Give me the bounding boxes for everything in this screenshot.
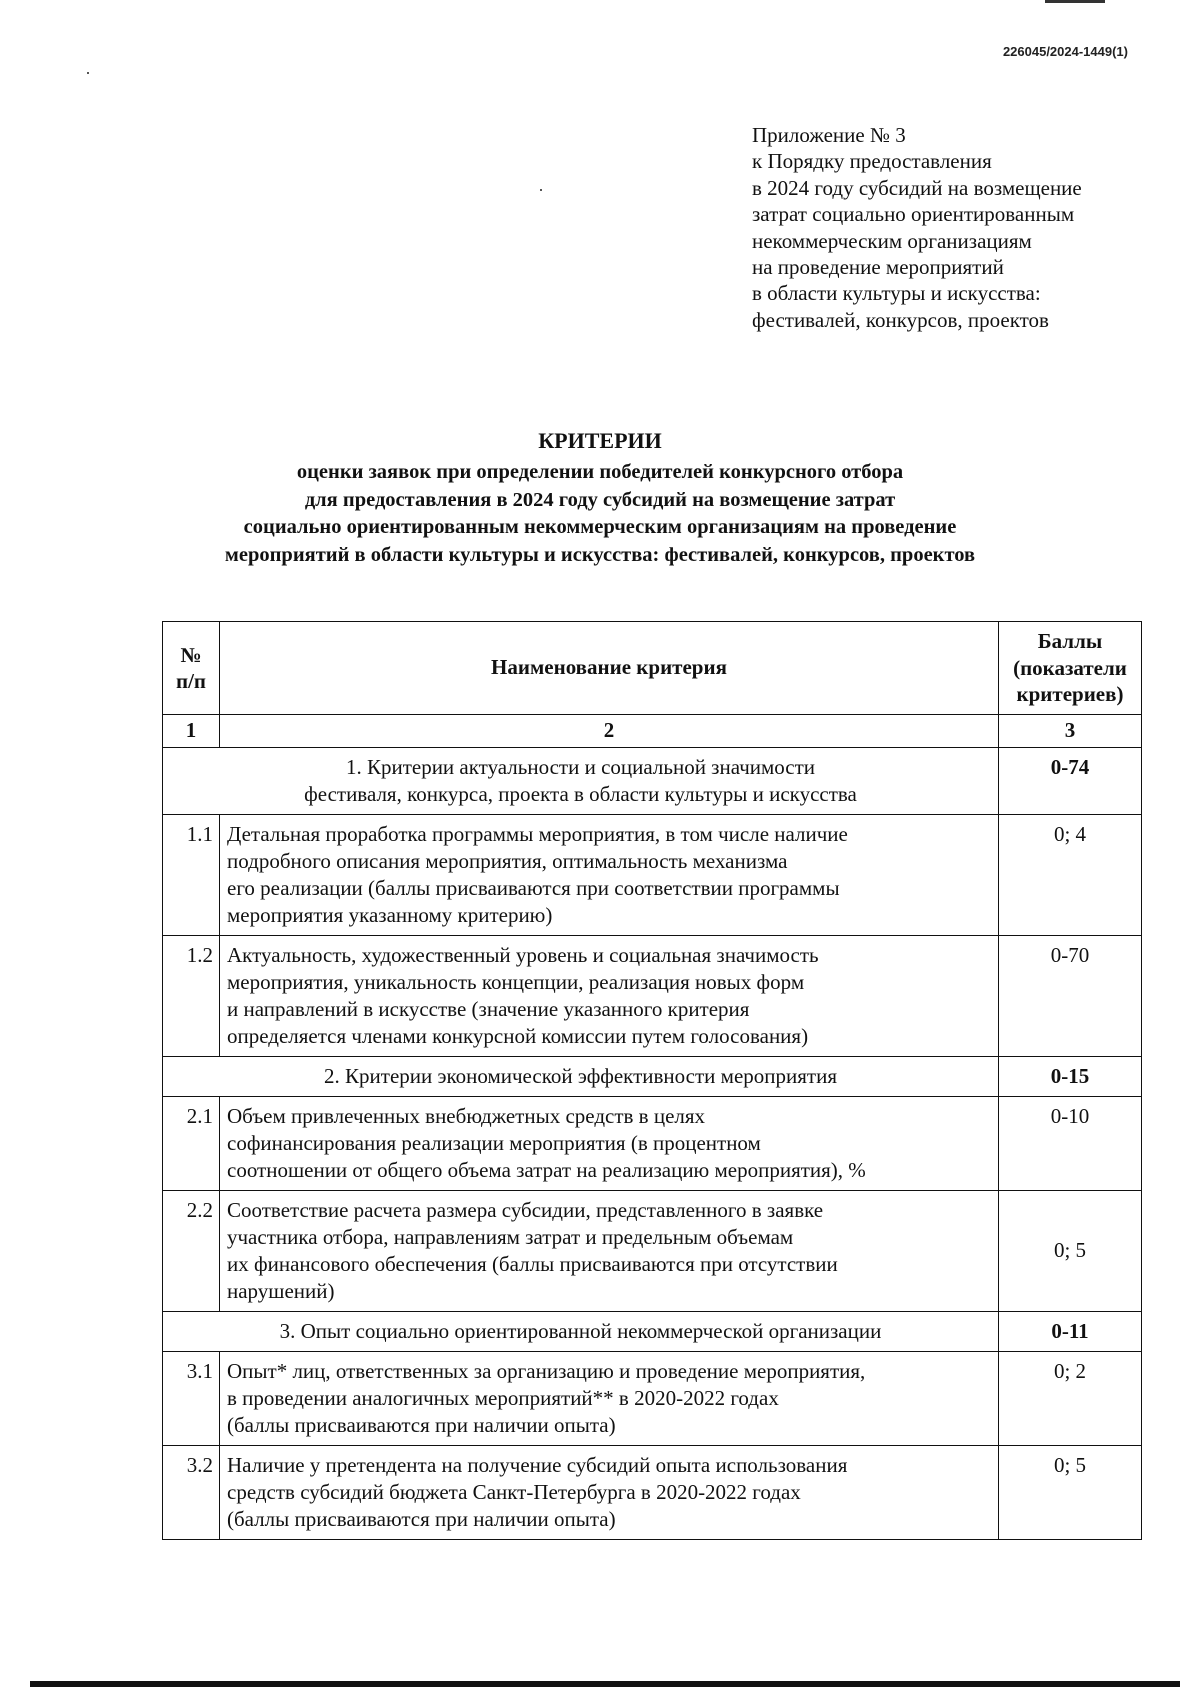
section-points: 0-15 xyxy=(999,1056,1142,1096)
header-points-line: Баллы xyxy=(1037,629,1103,653)
criterion-line: Опыт* лиц, ответственных за организацию и проведение мероприятия, xyxy=(227,1358,866,1383)
header-number-line: № xyxy=(180,642,202,667)
header-points-line: (показатели xyxy=(1013,655,1127,680)
scan-speck xyxy=(540,189,542,191)
criterion-line: (баллы присваиваются при наличии опыта) xyxy=(227,1506,616,1531)
section-row xyxy=(163,747,1142,814)
criterion-description xyxy=(220,1096,999,1190)
appendix-line: в области культуры и искусства: xyxy=(752,281,1041,306)
criterion-row xyxy=(163,814,1142,935)
document-subtitle xyxy=(150,459,1050,569)
section-title xyxy=(163,1056,999,1096)
criterion-points: 0; 2 xyxy=(999,1351,1142,1445)
criterion-line: определяется членами конкурсной комиссии путем голосования) xyxy=(227,1023,809,1048)
appendix-line: Приложение № 3 xyxy=(752,123,906,147)
criterion-points: 0; 5 xyxy=(999,1190,1142,1311)
section-points: 0-74 xyxy=(999,747,1142,814)
criterion-row xyxy=(163,1445,1142,1539)
criterion-points: 0; 4 xyxy=(999,814,1142,935)
criterion-line: подробного описания мероприятия, оптимальность механизма xyxy=(227,848,788,873)
section-title xyxy=(163,1311,999,1351)
criterion-points: 0-10 xyxy=(999,1096,1142,1190)
criterion-line: мероприятия указанному критерию) xyxy=(227,902,553,927)
criterion-number: 3.1 xyxy=(163,1351,220,1445)
criterion-line: и направлений в искусстве (значение указанного критерия xyxy=(227,996,750,1021)
criterion-line: в проведении аналогичных мероприятий** в 2020-2022 годах xyxy=(227,1385,779,1410)
criterion-line: его реализации (баллы присваиваются при соответствии программы xyxy=(227,875,840,900)
criterion-number: 1.2 xyxy=(163,935,220,1056)
criterion-line: (баллы присваиваются при наличии опыта) xyxy=(227,1412,616,1437)
header-points xyxy=(999,622,1142,715)
appendix-line: фестивалей, конкурсов, проектов xyxy=(752,307,1049,332)
criterion-line: нарушений) xyxy=(227,1278,335,1303)
criterion-description xyxy=(220,814,999,935)
subtitle-line: мероприятий в области культуры и искусства: фестивалей, конкурсов, проектов xyxy=(224,543,976,566)
criterion-line: соотношении от общего объема затрат на реализацию мероприятия), % xyxy=(227,1157,866,1182)
header-points-line: критериев) xyxy=(1016,682,1124,706)
criterion-row xyxy=(163,1190,1142,1311)
column-number-row xyxy=(163,714,1142,747)
appendix-reference xyxy=(752,122,1152,333)
criterion-number: 2.1 xyxy=(163,1096,220,1190)
scan-bottom-edge xyxy=(30,1681,1180,1687)
appendix-line: на проведение мероприятий xyxy=(752,255,1004,280)
document-heading xyxy=(150,428,1050,569)
section-row xyxy=(163,1311,1142,1351)
criterion-line: Детальная проработка программы мероприятия, в том числе наличие xyxy=(227,821,848,846)
criterion-line: средств субсидий бюджета Санкт-Петербурга в 2020-2022 годах xyxy=(227,1479,801,1504)
criterion-row xyxy=(163,1096,1142,1190)
criterion-line: Актуальность, художественный уровень и социальная значимость xyxy=(227,942,819,967)
section-title xyxy=(163,747,999,814)
appendix-line: к Порядку предоставления xyxy=(752,149,992,174)
section-title-line: 2. Критерии экономической эффективности мероприятия xyxy=(324,1063,837,1088)
criterion-number: 1.1 xyxy=(163,814,220,935)
criterion-line: Наличие у претендента на получение субсидий опыта использования xyxy=(227,1452,848,1477)
header-number xyxy=(163,622,220,715)
header-criterion-name: Наименование критерия xyxy=(220,622,999,715)
criterion-description xyxy=(220,1190,999,1311)
column-number: 1 xyxy=(163,714,220,747)
section-row xyxy=(163,1056,1142,1096)
criterion-description xyxy=(220,1445,999,1539)
column-number: 3 xyxy=(999,714,1142,747)
column-number: 2 xyxy=(220,714,999,747)
table-header-row xyxy=(163,622,1142,715)
header-number-line: п/п xyxy=(175,668,207,693)
criterion-row xyxy=(163,1351,1142,1445)
section-title-line: фестиваля, конкурса, проекта в области культуры и искусства xyxy=(304,781,857,806)
section-title-line: 1. Критерии актуальности и социальной значимости xyxy=(345,754,816,779)
criterion-line: Объем привлеченных внебюджетных средств в целях xyxy=(227,1103,706,1128)
criterion-description xyxy=(220,1351,999,1445)
criterion-number: 3.2 xyxy=(163,1445,220,1539)
criterion-points: 0-70 xyxy=(999,935,1142,1056)
criterion-description xyxy=(220,935,999,1056)
criterion-line: мероприятия, уникальность концепции, реализация новых форм xyxy=(227,969,805,994)
appendix-line: некоммерческим организациям xyxy=(752,228,1032,253)
subtitle-line: для предоставления в 2024 году субсидий на возмещение затрат xyxy=(304,488,896,511)
scan-edge-mark xyxy=(1045,0,1105,3)
criterion-line: Соответствие расчета размера субсидии, представленного в заявке xyxy=(227,1197,824,1222)
criterion-row xyxy=(163,935,1142,1056)
criterion-line: их финансового обеспечения (баллы присваиваются при отсутствии xyxy=(227,1251,838,1276)
criterion-number: 2.2 xyxy=(163,1190,220,1311)
scan-speck xyxy=(87,72,89,74)
section-points: 0-11 xyxy=(999,1311,1142,1351)
section-title-line: 3. Опыт социально ориентированной некоммерческой организации xyxy=(279,1318,882,1343)
criteria-table xyxy=(162,621,1142,1540)
criterion-points: 0; 5 xyxy=(999,1445,1142,1539)
appendix-line: в 2024 году субсидий на возмещение xyxy=(752,175,1082,200)
criterion-line: участника отбора, направлениям затрат и предельным объемам xyxy=(227,1224,794,1249)
criterion-line: софинансирования реализации мероприятия (в процентном xyxy=(227,1130,761,1155)
document-title: КРИТЕРИИ xyxy=(538,428,662,453)
document-id: 226045/2024-1449(1) xyxy=(1002,44,1128,59)
subtitle-line: оценки заявок при определении победителей конкурсного отбора xyxy=(296,461,904,483)
appendix-line: затрат социально ориентированным xyxy=(752,202,1075,227)
subtitle-line: социально ориентированным некоммерческим организациям на проведение xyxy=(243,516,957,538)
